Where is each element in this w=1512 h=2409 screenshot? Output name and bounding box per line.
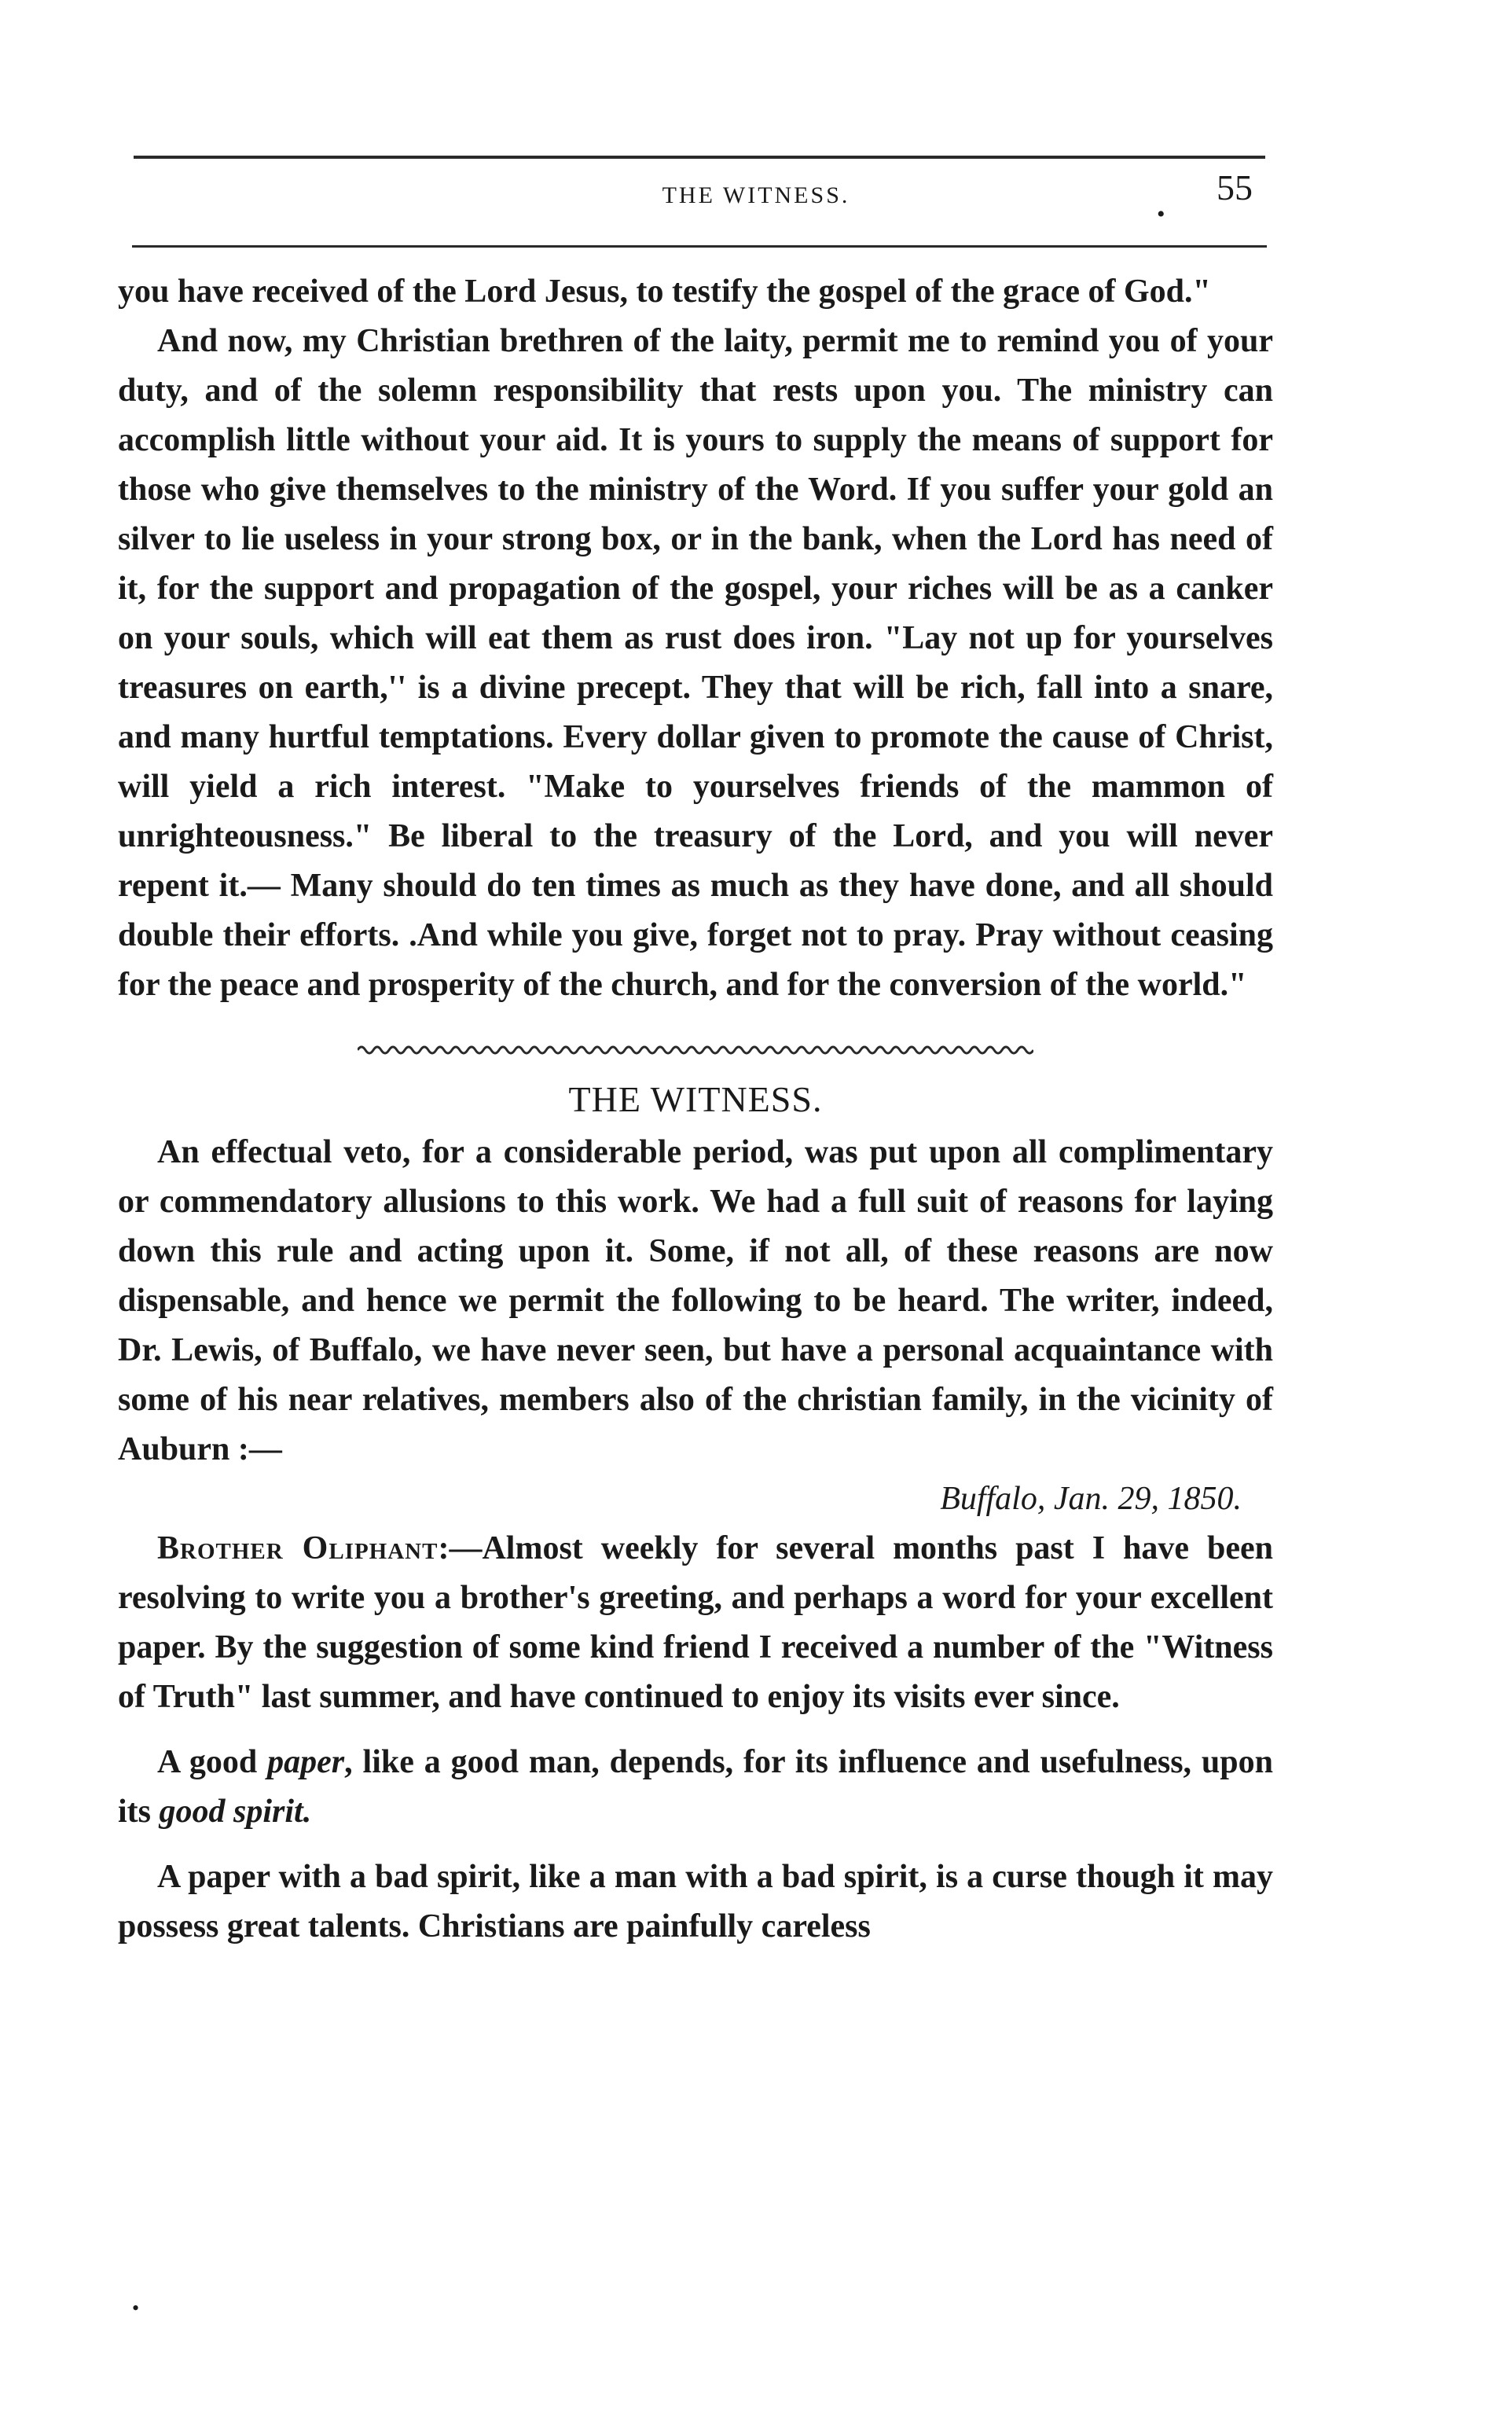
letter-opening (118, 1524, 1273, 1722)
header-rule (132, 245, 1267, 248)
salutation: Brother Oliphant (157, 1530, 439, 1566)
good-paper-part-b: , like a good man, depends, for its influence and usefulness, upon its (118, 1744, 1273, 1830)
top-rule (134, 156, 1265, 159)
bullet-mark: • (1157, 201, 1165, 227)
section-intro: An effectual veto, for a considerable period, was put upon all complimentary or commendatory allusions to this work. We had a full suit of reasons for laying down this rule and acting upon it. Some, if not all, of these reasons are now dispensable, and hence we permit the following to be heard. The writer, indeed, Dr. Lewis, of Buffalo, we have never seen, but have a personal acquaintance with some of his near relatives, members also of the christian family, in the vicinity of Auburn :— (118, 1134, 1273, 1467)
letter-opening-text: :—Almost weekly for several months past I have been resolving to write you a brother's greeting, and perhaps a word for your excellent paper. By the suggestion of some kind friend I received a number of the "Witness of Truth" last summer, and have continued to enjoy its visits ever since. (118, 1530, 1273, 1715)
good-paper-part-a: A good (157, 1744, 268, 1780)
page-body (118, 267, 1273, 1952)
section-divider (358, 1040, 1033, 1060)
dateline-text: Buffalo, Jan. 29, 1850. (940, 1481, 1242, 1517)
good-spirit-emphasis: good spirit. (159, 1794, 312, 1830)
letter-good-paper (118, 1738, 1273, 1837)
good-paper-emphasis: paper (267, 1744, 345, 1780)
paragraph-laity-appeal: And now, my Christian brethren of the laity, permit me to remind you of your duty, and of the solemn responsibility that rests upon you. The ministry can accomplish little without your aid. It is yours to supply the means of support for those who give themselves to the ministry of the Word. If you suffer your gold an silver to lie useless in your strong box, or in the bank, when the Lord has need of it, for the support and propagation of the gospel, your riches will be as a canker on your souls, which will eat them as rust does iron. "Lay not up for yourselves treasures on earth,'' is a divine precept. They that will be rich, fall into a snare, and many hurtful temptations. Every dollar given to promote the cause of Christ, will yield a rich interest. "Make to yourselves friends of the mammon of unrighteousness." Be liberal to the treasury of the Lord, and you will never repent it.— Many should do ten times as much as they have done, and all should double their efforts. .And while you give, forget not to pray. Pray without ceasing for the peace and prosperity of the church, and for the conversion of the world." (118, 323, 1273, 1003)
letter-dateline (118, 1474, 1273, 1524)
stray-mark: • (132, 2297, 140, 2319)
page-number: 55 (1217, 167, 1253, 207)
letter-bad-paper: A paper with a bad spirit, like a man with a bad spirit, is a curse though it may possess great talents. Christians are painfully careless (118, 1859, 1273, 1944)
paragraph-continued: you have received of the Lord Jesus, to testify the gospel of the grace of God." (118, 274, 1211, 310)
section-title: THE WITNESS. (568, 1079, 823, 1119)
running-title: THE WITNESS. (662, 182, 850, 208)
